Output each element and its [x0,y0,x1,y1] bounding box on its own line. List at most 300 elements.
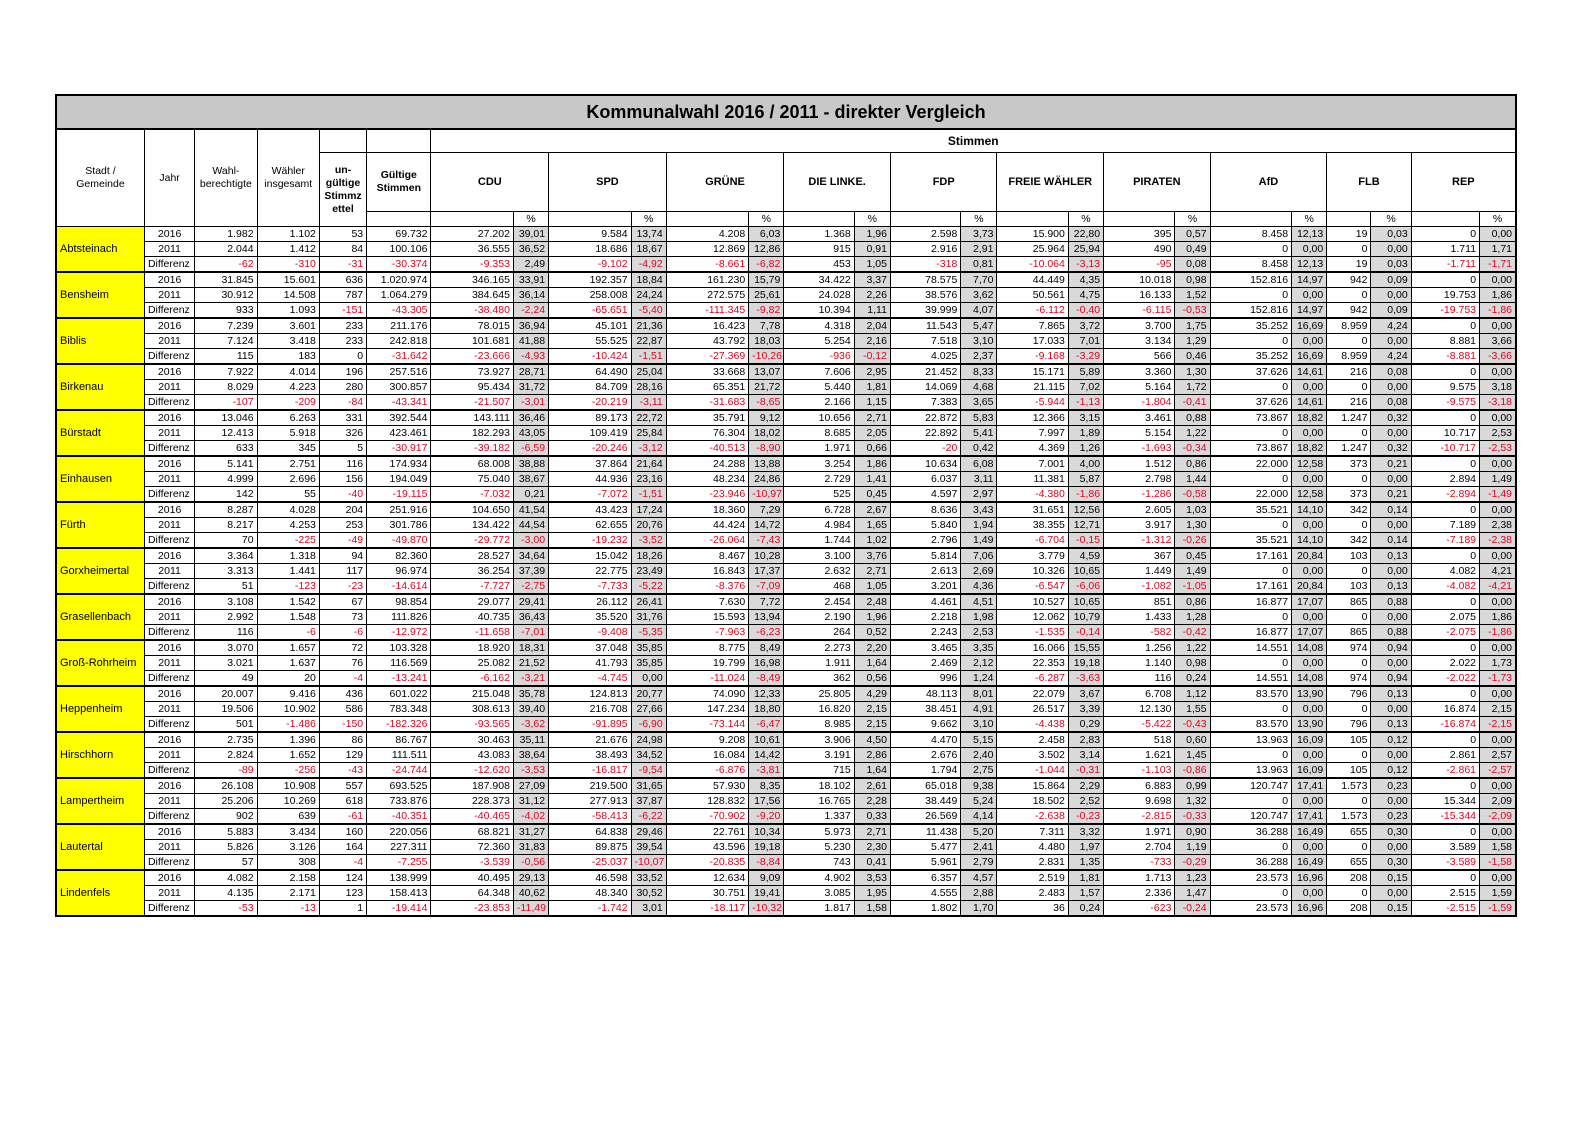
value-cell: 10.018 [1104,272,1175,288]
town-name: Gorxheimertal [56,548,144,594]
value-cell: 11.381 [997,472,1068,487]
percent-cell: 1,49 [1480,472,1516,487]
percent-cell: 16,96 [1292,901,1327,917]
value-cell: 1.573 [1327,809,1371,825]
percent-cell: 0,15 [1371,901,1411,917]
value-cell: 0 [1210,426,1291,441]
value-cell: 4.555 [890,886,960,901]
percent-cell: 13,88 [749,456,784,472]
percent-cell: 5,15 [961,732,997,748]
value-cell: 25.206 [195,794,257,809]
percent-cell: -0,29 [1175,855,1210,871]
value-cell: 2.190 [784,610,854,625]
year-cell: 2016 [144,456,194,472]
percent-cell: 1,15 [854,395,890,411]
value-cell: 30.912 [195,288,257,303]
percent-cell: 0,42 [961,441,997,457]
percent-cell: 2,53 [961,625,997,641]
percent-cell: -1,86 [1480,625,1516,641]
town-name: Grasellenbach [56,594,144,640]
percent-cell: 0,23 [1371,809,1411,825]
value-cell: 76.304 [666,426,748,441]
percent-cell: 7,01 [1068,334,1103,349]
percent-cell: 17,24 [631,502,666,518]
percent-cell: -6,82 [749,257,784,273]
value-cell: 211.176 [367,318,431,334]
percent-cell: 35,78 [513,686,548,702]
percent-cell: 12,71 [1068,518,1103,533]
percent-cell: -1,86 [1068,487,1103,503]
year-cell: 2011 [144,610,194,625]
percent-cell: 7,29 [749,502,784,518]
value-cell: 693.525 [367,778,431,794]
value-cell: 23.573 [1210,901,1291,917]
value-cell: 78.015 [431,318,513,334]
percent-cell: 0,94 [1371,640,1411,656]
value-cell: 22.775 [549,564,631,579]
value-cell: 22.000 [1210,487,1291,503]
value-cell: 142 [195,487,257,503]
value-cell: 865 [1327,594,1371,610]
percent-cell: 1,26 [1068,441,1103,457]
table-row [56,472,1516,487]
party-pct-subheader: % [1292,212,1327,227]
percent-cell: 1,49 [961,533,997,549]
percent-cell: 1,86 [1480,610,1516,625]
party-header: PIRATEN [1104,153,1211,212]
percent-cell: 31,27 [513,824,548,840]
value-cell: 345 [257,441,319,457]
value-cell: 44.936 [549,472,631,487]
percent-cell: 9,12 [749,410,784,426]
percent-cell: -9,20 [749,809,784,825]
value-cell: 152.816 [1210,303,1291,319]
value-cell: 26.517 [997,702,1068,717]
value-cell: -936 [784,349,854,365]
table-row [56,656,1516,671]
value-cell: 743 [784,855,854,871]
value-cell: 258.008 [549,288,631,303]
town-name: Einhausen [56,456,144,502]
percent-cell: 5,24 [961,794,997,809]
percent-cell: 41,54 [513,502,548,518]
percent-cell: 1,22 [1175,640,1210,656]
value-cell: 0 [1327,426,1371,441]
value-cell: 1.337 [784,809,854,825]
percent-cell: 21,72 [749,380,784,395]
value-cell: 16.084 [666,748,748,763]
value-cell: 105 [1327,732,1371,748]
value-cell: 204 [319,502,366,518]
percent-cell: 2,28 [854,794,890,809]
percent-cell: 15,79 [749,272,784,288]
value-cell: 639 [257,809,319,825]
value-cell: 4.253 [257,518,319,533]
value-cell: 8.217 [195,518,257,533]
percent-cell: 1,96 [854,227,890,242]
percent-cell: -6,22 [631,809,666,825]
year-cell: Differenz [144,487,194,503]
percent-cell: -1,73 [1480,671,1516,687]
value-cell: 0 [1210,472,1291,487]
value-cell: 3.418 [257,334,319,349]
percent-cell: 2,57 [1480,748,1516,763]
percent-cell: 2,83 [1068,732,1103,748]
value-cell: -43 [319,763,366,779]
year-cell: 2011 [144,380,194,395]
percent-cell: -1,49 [1480,487,1516,503]
value-cell: 18.920 [431,640,513,656]
party-header: GRÜNE [666,153,784,212]
percent-cell: -0,26 [1175,533,1210,549]
year-cell: Differenz [144,625,194,641]
value-cell: 25.082 [431,656,513,671]
value-cell: -6.876 [666,763,748,779]
percent-cell: 4,75 [1068,288,1103,303]
value-cell: -91.895 [549,717,631,733]
value-cell: 636 [319,272,366,288]
value-cell: 2.831 [997,855,1068,871]
percent-cell: 0,45 [854,487,890,503]
value-cell: 1.412 [257,242,319,257]
value-cell: 35.252 [1210,318,1291,334]
value-cell: -11.024 [666,671,748,687]
value-cell: 6.728 [784,502,854,518]
value-cell: 8.458 [1210,257,1291,273]
percent-cell: -7,43 [749,533,784,549]
party-abs-subheader [997,212,1068,227]
percent-cell: 0,00 [1371,518,1411,533]
percent-cell: 17,07 [1292,625,1327,641]
percent-cell: 16,98 [749,656,784,671]
table-row [56,686,1516,702]
value-cell: 94 [319,548,366,564]
value-cell: -209 [257,395,319,411]
value-cell: -123 [257,579,319,595]
value-cell: 183 [257,349,319,365]
value-cell: -4.745 [549,671,631,687]
percent-cell: 1,65 [854,518,890,533]
value-cell: -1.742 [549,901,631,917]
value-cell: 0 [1327,334,1371,349]
value-cell: 0 [1411,227,1479,242]
percent-cell: -1,71 [1480,257,1516,273]
percent-cell: 2,37 [961,349,997,365]
percent-cell: 31,65 [631,778,666,794]
value-cell: 7.001 [997,456,1068,472]
percent-cell: 0,00 [1480,227,1516,242]
value-cell: -19.115 [367,487,431,503]
value-cell: 2.735 [195,732,257,748]
percent-cell: 1,97 [1068,840,1103,855]
value-cell: 10.634 [890,456,960,472]
value-cell: 2.483 [997,886,1068,901]
town-name: Heppenheim [56,686,144,732]
percent-cell: 4,57 [961,870,997,886]
table-row [56,625,1516,641]
percent-cell: 3,62 [961,288,997,303]
year-cell: 2011 [144,242,194,257]
value-cell: 2.916 [890,242,960,257]
percent-cell: 25,04 [631,364,666,380]
value-cell: 19.753 [1411,288,1479,303]
value-cell: -2.022 [1411,671,1479,687]
year-cell: 2016 [144,870,194,886]
value-cell: 20 [257,671,319,687]
value-cell: 111.826 [367,610,431,625]
value-cell: 17.161 [1210,548,1291,564]
value-cell: 120.747 [1210,778,1291,794]
value-cell: 21.452 [890,364,960,380]
value-cell: 4.984 [784,518,854,533]
percent-cell: 18,26 [631,548,666,564]
party-pct-subheader: % [961,212,997,227]
value-cell: 44.424 [666,518,748,533]
table-row [56,778,1516,794]
percent-cell: 0,00 [1292,564,1327,579]
percent-cell: 9,09 [749,870,784,886]
value-cell: 0 [1327,564,1371,579]
table-row [56,502,1516,518]
percent-cell: 3,66 [1480,334,1516,349]
value-cell: 14.069 [890,380,960,395]
value-cell: 3.601 [257,318,319,334]
value-cell: 0 [1210,518,1291,533]
value-cell: 9.575 [1411,380,1479,395]
value-cell: 22.079 [997,686,1068,702]
value-cell: -6 [257,625,319,641]
value-cell: 915 [784,242,854,257]
value-cell: 2.336 [1104,886,1175,901]
table-row [56,870,1516,886]
value-cell: 160 [319,824,366,840]
percent-cell: 4,07 [961,303,997,319]
percent-cell: -0,42 [1175,625,1210,641]
value-cell: -1.804 [1104,395,1175,411]
value-cell: 942 [1327,272,1371,288]
value-cell: 76 [319,656,366,671]
percent-cell: 18,31 [513,640,548,656]
percent-cell: 13,90 [1292,686,1327,702]
percent-cell: 0,03 [1371,257,1411,273]
value-cell: 787 [319,288,366,303]
value-cell: 38.493 [549,748,631,763]
table-row [56,242,1516,257]
percent-cell: 18,82 [1292,410,1327,426]
value-cell: 490 [1104,242,1175,257]
table-row [56,671,1516,687]
percent-cell: 12,58 [1292,487,1327,503]
value-cell: -20.246 [549,441,631,457]
value-cell: 19 [1327,257,1371,273]
percent-cell: 19,18 [1068,656,1103,671]
town-name: Lautertal [56,824,144,870]
percent-cell: 18,67 [631,242,666,257]
value-cell: 1.020.974 [367,272,431,288]
value-cell: 1.573 [1327,778,1371,794]
percent-cell: 1,86 [854,456,890,472]
value-cell: 30.463 [431,732,513,748]
value-cell: 0 [1411,364,1479,380]
percent-cell: 4,50 [854,732,890,748]
percent-cell: 16,09 [1292,763,1327,779]
percent-cell: 39,01 [513,227,548,242]
value-cell: -11.658 [431,625,513,641]
value-cell: 40.495 [431,870,513,886]
percent-cell: 3,01 [631,901,666,917]
value-cell: 373 [1327,487,1371,503]
percent-cell: -3,11 [631,395,666,411]
percent-cell: 37,87 [631,794,666,809]
value-cell: -150 [319,717,366,733]
value-cell: 161.230 [666,272,748,288]
percent-cell: 0,30 [1371,855,1411,871]
value-cell: 0 [1411,778,1479,794]
value-cell: 37.048 [549,640,631,656]
value-cell: 1.971 [1104,824,1175,840]
value-cell: 89.173 [549,410,631,426]
value-cell: 115 [195,349,257,365]
percent-cell: -3,29 [1068,349,1103,365]
value-cell: 4.470 [890,732,960,748]
value-cell: 72.360 [431,840,513,855]
percent-cell: 18,80 [749,702,784,717]
value-cell: -61 [319,809,366,825]
table-row [56,840,1516,855]
percent-cell: 2,20 [854,640,890,656]
value-cell: 996 [890,671,960,687]
table-row [56,640,1516,656]
value-cell: 75.040 [431,472,513,487]
percent-cell: 1,47 [1175,886,1210,901]
value-cell: -1.082 [1104,579,1175,595]
party-abs-subheader [1327,212,1371,227]
percent-cell: 2,53 [1480,426,1516,441]
percent-cell: 35,85 [631,640,666,656]
value-cell: 86.767 [367,732,431,748]
town-name: Fürth [56,502,144,548]
percent-cell: 2,26 [854,288,890,303]
percent-cell: 3,32 [1068,824,1103,840]
value-cell: 8.467 [666,548,748,564]
value-cell: -8.376 [666,579,748,595]
percent-cell: 0,94 [1371,671,1411,687]
percent-cell: 0,09 [1371,303,1411,319]
value-cell: 22.892 [890,426,960,441]
percent-cell: 0,00 [1480,732,1516,748]
percent-cell: 1,30 [1175,364,1210,380]
value-cell: 2.166 [784,395,854,411]
party-pct-subheader: % [513,212,548,227]
percent-cell: 0,00 [1480,502,1516,518]
percent-cell: 0,00 [1371,472,1411,487]
percent-cell: -0,56 [513,855,548,871]
percent-cell: -4,93 [513,349,548,365]
percent-cell: 1,28 [1175,610,1210,625]
percent-cell: 36,46 [513,410,548,426]
value-cell: 36 [997,901,1068,917]
percent-cell: 21,36 [631,318,666,334]
value-cell: -40.351 [367,809,431,825]
year-cell: 2011 [144,472,194,487]
percent-cell: 5,83 [961,410,997,426]
value-cell: 4.597 [890,487,960,503]
value-cell: 1.621 [1104,748,1175,763]
value-cell: 103 [1327,548,1371,564]
percent-cell: -3,00 [513,533,548,549]
value-cell: 84 [319,242,366,257]
percent-cell: 0,08 [1175,257,1210,273]
value-cell: 501 [195,717,257,733]
value-cell: 3.085 [784,886,854,901]
value-cell: 342 [1327,502,1371,518]
value-cell: 29.077 [431,594,513,610]
value-cell: 143.111 [431,410,513,426]
party-header: FLB [1327,153,1411,212]
value-cell: 73.927 [431,364,513,380]
value-cell: 264 [784,625,854,641]
value-cell: 2.696 [257,472,319,487]
value-cell: 26.108 [195,778,257,794]
percent-cell: 2,15 [1480,702,1516,717]
percent-cell: 23,49 [631,564,666,579]
value-cell: 49 [195,671,257,687]
value-cell: 2.798 [1104,472,1175,487]
percent-cell: -1,51 [631,487,666,503]
percent-cell: -0,14 [1068,625,1103,641]
percent-cell: 0,00 [1292,702,1327,717]
value-cell: 3.313 [195,564,257,579]
value-cell: -3.539 [431,855,513,871]
value-cell: 0 [1411,548,1479,564]
value-cell: 6.883 [1104,778,1175,794]
percent-cell: 0,00 [1371,886,1411,901]
value-cell: 7.518 [890,334,960,349]
percent-cell: 25,84 [631,426,666,441]
year-cell: Differenz [144,349,194,365]
value-cell: 24.288 [666,456,748,472]
percent-cell: 16,69 [1292,318,1327,334]
percent-cell: 0,86 [1175,456,1210,472]
value-cell: 2.861 [1411,748,1479,763]
year-cell: 2016 [144,778,194,794]
percent-cell: -0,31 [1068,763,1103,779]
year-cell: Differenz [144,533,194,549]
percent-cell: 2,15 [854,702,890,717]
percent-cell: 2,67 [854,502,890,518]
percent-cell: 3,14 [1068,748,1103,763]
value-cell: 43.083 [431,748,513,763]
percent-cell: -1,13 [1068,395,1103,411]
percent-cell: 4,29 [854,686,890,702]
percent-cell: 17,37 [749,564,784,579]
percent-cell: 2,86 [854,748,890,763]
value-cell: 65.351 [666,380,748,395]
value-cell: 15.601 [257,272,319,288]
percent-cell: 1,44 [1175,472,1210,487]
value-cell: 733.876 [367,794,431,809]
percent-cell: 5,89 [1068,364,1103,380]
value-cell: 8.287 [195,502,257,518]
party-pct-subheader: % [1480,212,1516,227]
value-cell: 10.656 [784,410,854,426]
percent-cell: 4,14 [961,809,997,825]
value-cell: 82.360 [367,548,431,564]
percent-cell: 21,64 [631,456,666,472]
percent-cell: 34,52 [631,748,666,763]
table-row [56,441,1516,457]
value-cell: 2.632 [784,564,854,579]
